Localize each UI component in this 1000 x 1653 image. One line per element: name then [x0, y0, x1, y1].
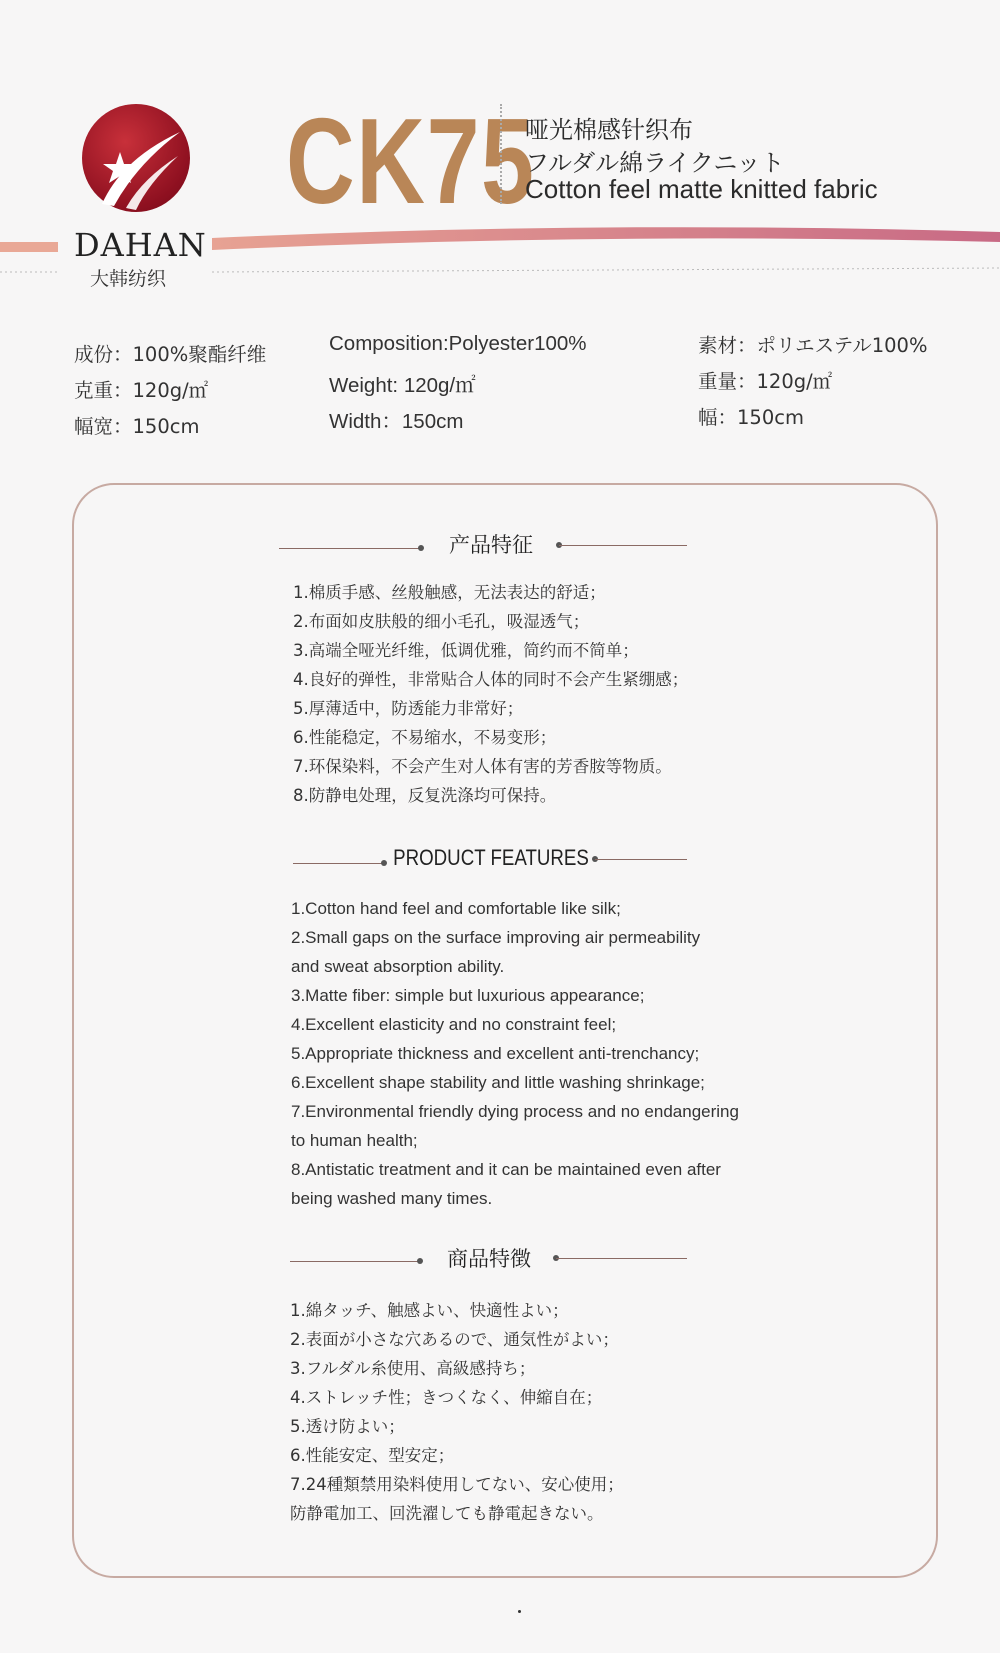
heading-rule — [595, 859, 687, 860]
list-item: 8.Antistatic treatment and it can be maintained even after — [291, 1160, 721, 1179]
list-item: 4.Excellent elasticity and no constraint feel; — [291, 1015, 617, 1034]
list-item: 7.24種類禁用染料使用してない、安心使用； — [290, 1475, 624, 1494]
spec-weight-jp: 重量：120g/㎡ — [698, 370, 833, 393]
list-item: 1.Cotton hand feel and comfortable like silk; — [291, 899, 621, 918]
star-swoosh-icon — [82, 104, 190, 212]
brand-logo — [82, 104, 190, 212]
list-item: to human health; — [291, 1131, 418, 1150]
features-cn-list — [293, 578, 688, 810]
list-item: 5.厚薄适中，防透能力非常好； — [293, 699, 524, 718]
heading-rule — [293, 863, 383, 864]
features-jp-list — [290, 1296, 624, 1528]
features-cn-heading: 产品特征 — [449, 533, 533, 557]
speck — [518, 1610, 521, 1613]
features-jp-heading: 商品特徴 — [447, 1247, 531, 1271]
list-item: 5.Appropriate thickness and excellent anti-trenchancy; — [291, 1044, 700, 1063]
heading-dot — [381, 860, 387, 866]
list-item: 1.棉质手感、丝般触感，无法表达的舒适； — [293, 583, 606, 602]
product-code: CK75 — [286, 93, 536, 229]
product-title-cn: 哑光棉感针织布 — [525, 116, 693, 144]
list-item: 1.綿タッチ、触感よい、快適性よい； — [290, 1301, 569, 1320]
decorative-band — [0, 220, 1000, 290]
heading-rule — [559, 545, 687, 546]
brand-name-cn: 大韩纺织 — [90, 268, 167, 290]
spec-width-cn: 幅宽：150cm — [74, 415, 200, 438]
divider — [500, 104, 502, 204]
heading-dot — [417, 1258, 423, 1264]
list-item: 6.Excellent shape stability and little washing shrinkage; — [291, 1073, 705, 1092]
spec-weight-en: Weight: 120g/㎡ — [329, 374, 476, 397]
spec-composition-cn: 成份：100%聚酯纤维 — [74, 343, 267, 366]
list-item: 防静電加工、回洗濯しても静電起きない。 — [290, 1504, 604, 1523]
product-title-en: Cotton feel matte knitted fabric — [525, 174, 878, 204]
brand-name: DAHAN — [74, 226, 207, 264]
spec-weight-cn: 克重：120g/㎡ — [74, 379, 209, 402]
features-en-list — [291, 894, 739, 1213]
spec-composition-en: Composition:Polyester100% — [329, 332, 587, 355]
heading-dot — [418, 545, 424, 551]
list-item: 4.ストレッチ性；きつくなく、伸縮自在； — [290, 1388, 603, 1407]
list-item: being washed many times. — [291, 1189, 493, 1208]
list-item: 8.防静电处理，反复洗涤均可保持。 — [293, 786, 557, 805]
list-item: 3.高端全哑光纤维，低调优雅，简约而不简单； — [293, 641, 639, 660]
heading-rule — [556, 1258, 687, 1259]
list-item: 2.布面如皮肤般的细小毛孔，吸湿透气； — [293, 612, 590, 631]
list-item: 5.透け防よい； — [290, 1417, 405, 1436]
list-item: 2.Small gaps on the surface improving air permeability — [291, 928, 701, 947]
list-item: 3.フルダル糸使用、高級感持ち； — [290, 1359, 536, 1378]
list-item: 2.表面が小さな穴あるので、通気性がよい； — [290, 1330, 619, 1349]
list-item: 4.良好的弹性，非常贴合人体的同时不会产生紧绷感； — [293, 670, 689, 689]
list-item: 7.Environmental friendly dying process and no endangering — [291, 1102, 739, 1121]
heading-rule — [279, 548, 421, 549]
list-item: and sweat absorption ability. — [291, 957, 505, 976]
list-item: 7.环保染料，不会产生对人体有害的芳香胺等物质。 — [293, 757, 672, 776]
heading-rule — [290, 1261, 420, 1262]
list-item: 6.性能稳定，不易缩水，不易变形； — [293, 728, 557, 747]
spec-width-jp: 幅：150cm — [698, 406, 804, 429]
spec-width-en: Width：150cm — [329, 410, 464, 433]
list-item: 6.性能安定、型安定； — [290, 1446, 455, 1465]
list-item: 3.Matte fiber: simple but luxurious appearance; — [291, 986, 645, 1005]
features-en-heading: PRODUCT FEATURES — [393, 845, 589, 870]
product-title-jp: フルダル綿ライクニット — [525, 149, 785, 177]
spec-composition-jp: 素材：ポリエステル100% — [698, 334, 928, 357]
